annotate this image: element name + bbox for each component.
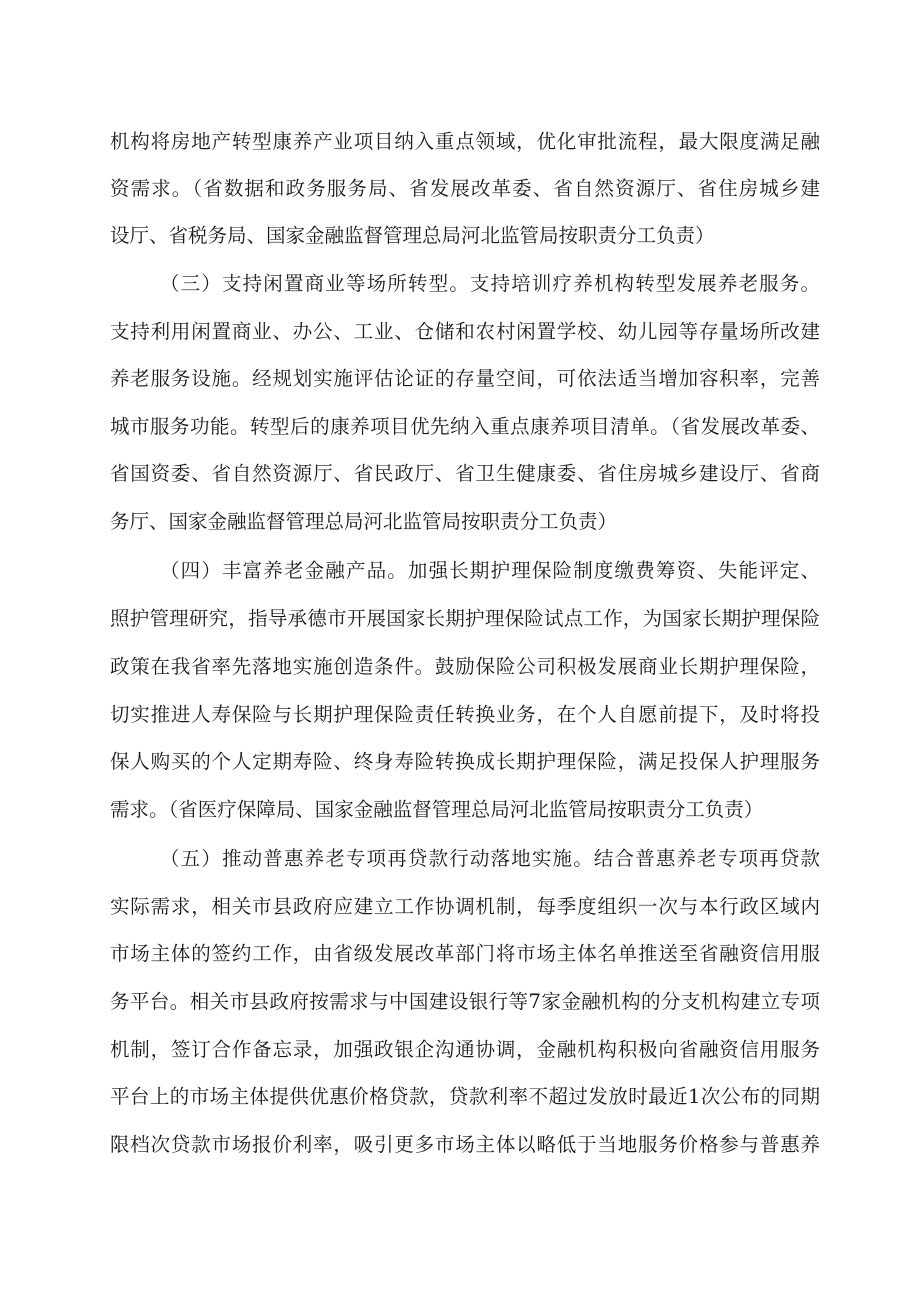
body-text-line: 机构将房地产转型康养产业项目纳入重点领域，优化审批流程，最大限度满足融 — [110, 130, 820, 153]
body-text-line: 保人购买的个人定期寿险、终身寿险转换成长期护理保险，满足投保人护理服务 — [110, 750, 820, 773]
section-heading-line: （五）推动普惠养老专项再贷款行动落地实施。结合普惠养老专项再贷款 — [160, 847, 820, 870]
body-text-line: 切实推进人寿保险与长期护理保险责任转换业务，在个人自愿前提下，及时将投 — [110, 703, 820, 726]
body-text-line: 务平台。相关市县政府按需求与中国建设银行等7家金融机构的分支机构建立专项 — [110, 990, 820, 1013]
body-text-line: 政策在我省率先落地实施创造条件。鼓励保险公司积极发展商业长期护理保险， — [110, 655, 820, 678]
section-heading-line: （四）丰富养老金融产品。加强长期护理保险制度缴费筹资、失能评定、 — [160, 559, 820, 582]
body-text-line: 资需求。（省数据和政务服务局、省发展改革委、省自然资源厅、省住房城乡建 — [110, 177, 820, 200]
body-text-line: 实际需求，相关市县政府应建立工作协调机制，每季度组织一次与本行政区域内 — [110, 895, 820, 918]
body-text-line: 平台上的市场主体提供优惠价格贷款，贷款利率不超过发放时最近1次公布的同期 — [110, 1085, 820, 1108]
body-text-line: 照护管理研究，指导承德市开展国家长期护理保险试点工作，为国家长期护理保险 — [110, 607, 820, 630]
body-text-line: 城市服务功能。转型后的康养项目优先纳入重点康养项目清单。（省发展改革委、 — [110, 415, 820, 438]
body-text-line: 设厅、省税务局、国家金融监督管理总局河北监管局按职责分工负责） — [110, 224, 715, 247]
body-text-line: 支持利用闲置商业、办公、工业、仓储和农村闲置学校、幼儿园等存量场所改建 — [110, 320, 820, 343]
body-text-line: 机制，签订合作备忘录，加强政银企沟通协调，金融机构积极向省融资信用服务 — [110, 1038, 820, 1061]
body-text-line: 限档次贷款市场报价利率，吸引更多市场主体以略低于当地服务价格参与普惠养 — [110, 1133, 820, 1156]
body-text-line: 省国资委、省自然资源厅、省民政厅、省卫生健康委、省住房城乡建设厅、省商 — [110, 462, 820, 485]
body-text-line: 养老服务设施。经规划实施评估论证的存量空间，可依法适当增加容积率，完善 — [110, 367, 820, 390]
section-heading-line: （三）支持闲置商业等场所转型。支持培训疗养机构转型发展养老服务。 — [160, 272, 820, 295]
body-text-line: 需求。（省医疗保障局、国家金融监督管理总局河北监管局按职责分工负责） — [110, 798, 764, 821]
body-text-line: 务厅、国家金融监督管理总局河北监管局按职责分工负责） — [110, 510, 618, 533]
body-text-line: 市场主体的签约工作，由省级发展改革部门将市场主体名单推送至省融资信用服 — [110, 942, 820, 965]
